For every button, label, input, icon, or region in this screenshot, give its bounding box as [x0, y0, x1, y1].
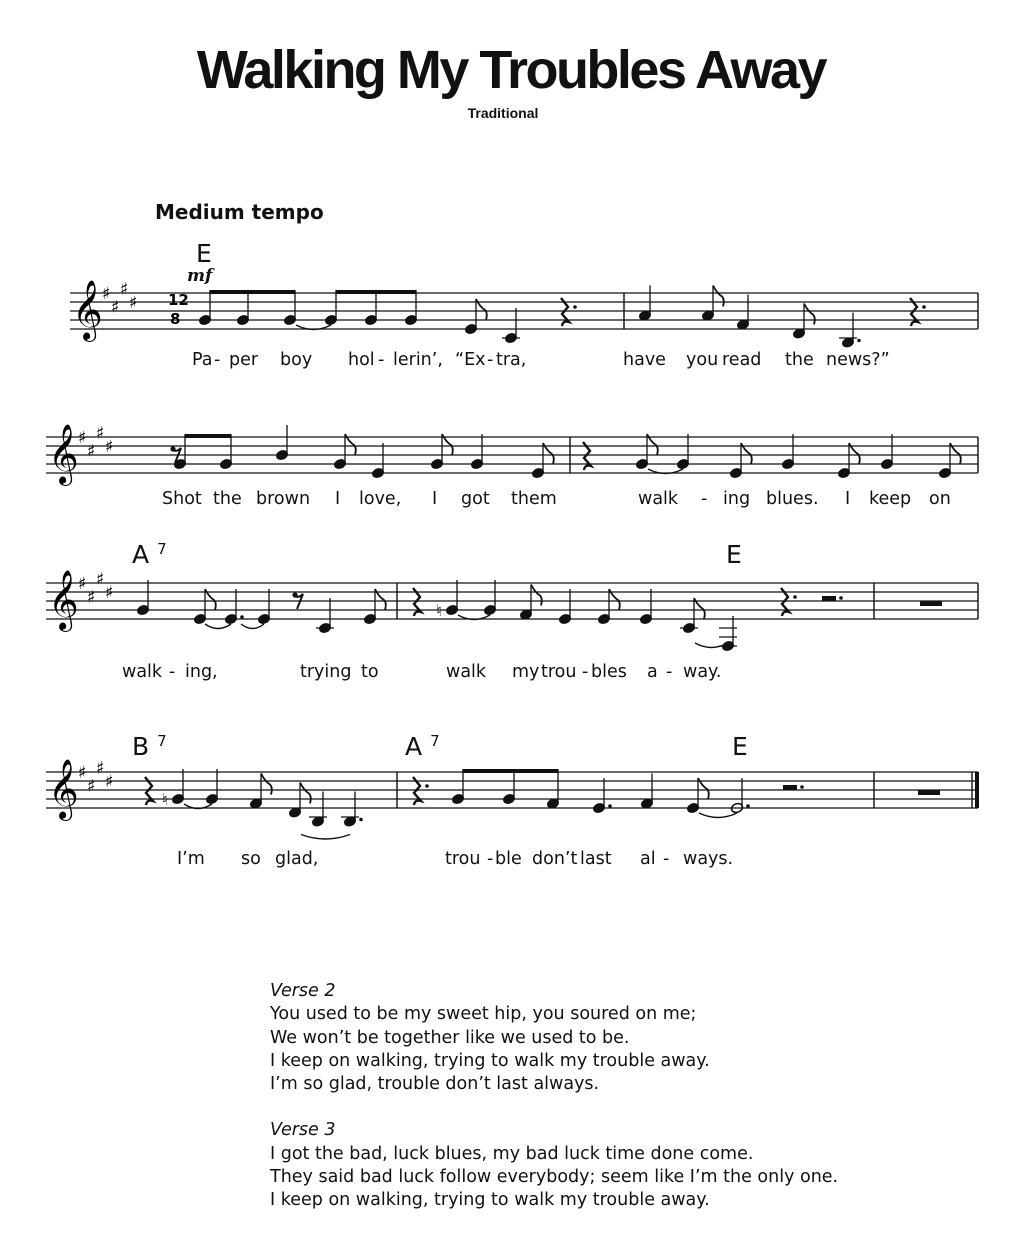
- augmentation-dot: [573, 305, 577, 309]
- lyric-syllable: last: [580, 849, 612, 869]
- augmentation-dot: [793, 595, 797, 599]
- lyric-syllable: per: [229, 350, 259, 370]
- final-barline-thick: [975, 772, 979, 808]
- key-signature-sharp: ♯: [96, 758, 105, 779]
- key-signature-sharp: ♯: [105, 583, 114, 603]
- lyric-syllable: have: [623, 350, 666, 370]
- half-rest: [783, 785, 797, 790]
- lyric-hyphen: -: [487, 350, 494, 370]
- verse-line: I keep on walking, trying to walk my trouble away.: [270, 1050, 710, 1071]
- lyric-syllable: the: [785, 350, 814, 370]
- lyric-syllable: boy: [280, 350, 313, 370]
- chord-symbol: E: [726, 540, 742, 569]
- treble-clef: 𝄞: [48, 424, 79, 484]
- augmentation-dot: [922, 305, 926, 309]
- augmentation-dot: [240, 615, 244, 619]
- key-signature-sharp: ♯: [78, 574, 87, 594]
- chord-root: A: [405, 732, 423, 761]
- lyric-syllable: I: [335, 489, 341, 509]
- verse-2: [270, 980, 838, 1096]
- lyric-syllable: my: [512, 662, 540, 682]
- lyric-hyphen: -: [701, 489, 708, 509]
- lyric-hyphen: -: [378, 350, 385, 370]
- time-signature-top: 12: [168, 291, 189, 309]
- treble-clef: 𝄞: [48, 759, 79, 819]
- lyric-syllable: the: [213, 489, 242, 509]
- verse-label: Verse 2: [270, 981, 336, 1001]
- note-beam: [336, 290, 416, 294]
- augmentation-dot: [608, 804, 612, 808]
- note-flag: [300, 783, 311, 804]
- lyric-syllable: way.: [683, 662, 722, 682]
- verse-3: [270, 1119, 838, 1212]
- augmentation-dot: [425, 784, 429, 788]
- lyric-syllable: don’t: [532, 849, 578, 869]
- verse-line: They said bad luck follow everybody; seem like I’m the only one.: [270, 1167, 839, 1188]
- treble-clef: 𝄞: [72, 280, 103, 340]
- half-rest: [822, 596, 836, 601]
- tempo-marking: Medium tempo: [155, 200, 324, 224]
- lyrics-line: [192, 350, 890, 370]
- verse-line: I keep on walking, trying to walk my trouble away.: [270, 1190, 710, 1211]
- chord-root: A: [132, 540, 150, 569]
- key-signature-sharp: ♯: [87, 587, 96, 608]
- lyric-syllable: “Ex: [455, 350, 486, 370]
- eighth-rest-dot: [292, 592, 297, 597]
- lyric-syllable: tra,: [496, 350, 527, 370]
- verse-line: You used to be my sweet hip, you soured on me;: [270, 1004, 697, 1025]
- chord-symbol: E: [732, 732, 748, 761]
- lyrics-line: [162, 489, 951, 509]
- chord-extension: 7: [157, 540, 167, 558]
- chord-root: B: [132, 732, 150, 761]
- natural-sign: ♮: [162, 790, 168, 809]
- lyric-syllable: lerin’,: [393, 350, 443, 370]
- lyric-syllable: a: [647, 662, 658, 682]
- lyric-syllable: blues.: [766, 489, 819, 509]
- note-flag: [804, 304, 815, 325]
- lyric-syllable: trou: [445, 849, 481, 869]
- lyric-syllable: glad,: [275, 849, 319, 869]
- lyric-syllable: ble: [495, 849, 522, 869]
- lyric-syllable: to: [361, 662, 379, 682]
- lyric-hyphen: -: [169, 662, 176, 682]
- lyric-syllable: them: [511, 489, 557, 509]
- key-signature-sharp: ♯: [111, 297, 120, 318]
- whole-rest: [920, 601, 942, 606]
- chord-symbol: [405, 732, 440, 761]
- lyric-syllable: walk: [122, 662, 163, 682]
- key-signature-sharp: ♯: [96, 569, 105, 590]
- time-signature-bottom: 8: [170, 310, 181, 328]
- lyric-syllable: keep: [869, 489, 912, 509]
- treble-clef: 𝄞: [48, 570, 79, 630]
- augmentation-dot: [359, 818, 363, 822]
- key-signature-sharp: ♯: [129, 293, 138, 313]
- lyric-syllable: news?”: [826, 350, 890, 370]
- lyric-hyphen: -: [214, 350, 221, 370]
- whole-rest: [918, 790, 940, 795]
- lyric-syllable: got: [461, 489, 490, 509]
- composer-credit: Traditional: [467, 105, 539, 121]
- verse-label: Verse 3: [270, 1120, 336, 1141]
- additional-verses: [270, 980, 838, 1236]
- song-title: Walking My Troubles Away: [196, 40, 826, 100]
- augmentation-dot: [839, 596, 843, 600]
- note-beam: [210, 290, 295, 294]
- key-signature-sharp: ♯: [102, 284, 111, 304]
- lyric-syllable: Shot: [162, 489, 202, 509]
- lyric-syllable: hol: [348, 350, 375, 370]
- lyric-syllable: so: [241, 849, 261, 869]
- lyric-syllable: you: [686, 350, 719, 370]
- lyric-syllable: walk: [638, 489, 679, 509]
- note-beam: [463, 769, 558, 773]
- lyric-syllable: I: [432, 489, 438, 509]
- tie: [205, 624, 231, 629]
- lyric-syllable: walk: [446, 662, 487, 682]
- key-signature-sharp: ♯: [96, 423, 105, 444]
- augmentation-dot: [746, 804, 750, 808]
- note-flag: [713, 286, 724, 307]
- tie: [301, 835, 350, 840]
- lyric-syllable: brown: [256, 489, 311, 509]
- natural-sign: ♮: [436, 601, 442, 620]
- verse-line: I’m so glad, trouble don’t last always.: [270, 1074, 600, 1095]
- note-flag: [531, 585, 542, 606]
- verse-line: We won’t be together like we used to be.: [270, 1027, 630, 1048]
- lyric-syllable: bles: [591, 662, 627, 682]
- note-beam: [185, 434, 231, 438]
- key-signature-sharp: ♯: [78, 763, 87, 783]
- lyric-syllable: love,: [359, 489, 402, 509]
- key-signature-sharp: ♯: [87, 776, 96, 797]
- lyric-syllable: ing: [723, 489, 751, 509]
- lyrics-line: [122, 662, 721, 682]
- lyric-hyphen: -: [487, 849, 494, 869]
- key-signature-sharp: ♯: [87, 441, 96, 462]
- chord-extension: 7: [430, 732, 440, 750]
- chord-symbol: E: [196, 239, 212, 268]
- lyric-hyphen: -: [582, 662, 589, 682]
- lyric-hyphen: -: [666, 662, 673, 682]
- lyric-syllable: ways.: [683, 849, 734, 869]
- chord-symbol: [132, 732, 167, 761]
- key-signature-sharp: ♯: [120, 279, 129, 300]
- note-flag: [261, 774, 272, 795]
- lyric-syllable: I’m: [177, 849, 205, 869]
- tie: [241, 624, 264, 629]
- key-signature-sharp: ♯: [105, 772, 114, 792]
- lyric-syllable: Pa: [192, 350, 213, 370]
- key-signature-sharp: ♯: [105, 437, 114, 457]
- chord-symbol: [132, 540, 167, 569]
- eighth-rest-dot: [170, 446, 175, 451]
- lyric-syllable: trou: [541, 662, 577, 682]
- tie: [699, 813, 737, 818]
- lyric-syllable: ing,: [185, 662, 218, 682]
- lyric-hyphen: -: [663, 849, 670, 869]
- lyric-syllable: read: [722, 350, 762, 370]
- augmentation-dot: [857, 339, 861, 343]
- lyric-syllable: I: [845, 489, 851, 509]
- chord-extension: 7: [157, 732, 167, 750]
- lyrics-line: [177, 849, 733, 869]
- augmentation-dot: [800, 785, 804, 789]
- verse-line: I got the bad, luck blues, my bad luck time done come.: [270, 1143, 754, 1164]
- lyric-syllable: al: [640, 849, 656, 869]
- key-signature-sharp: ♯: [78, 428, 87, 448]
- dynamic-marking: mf: [187, 266, 213, 286]
- lyric-syllable: trying: [300, 662, 352, 682]
- lyric-syllable: on: [929, 489, 951, 509]
